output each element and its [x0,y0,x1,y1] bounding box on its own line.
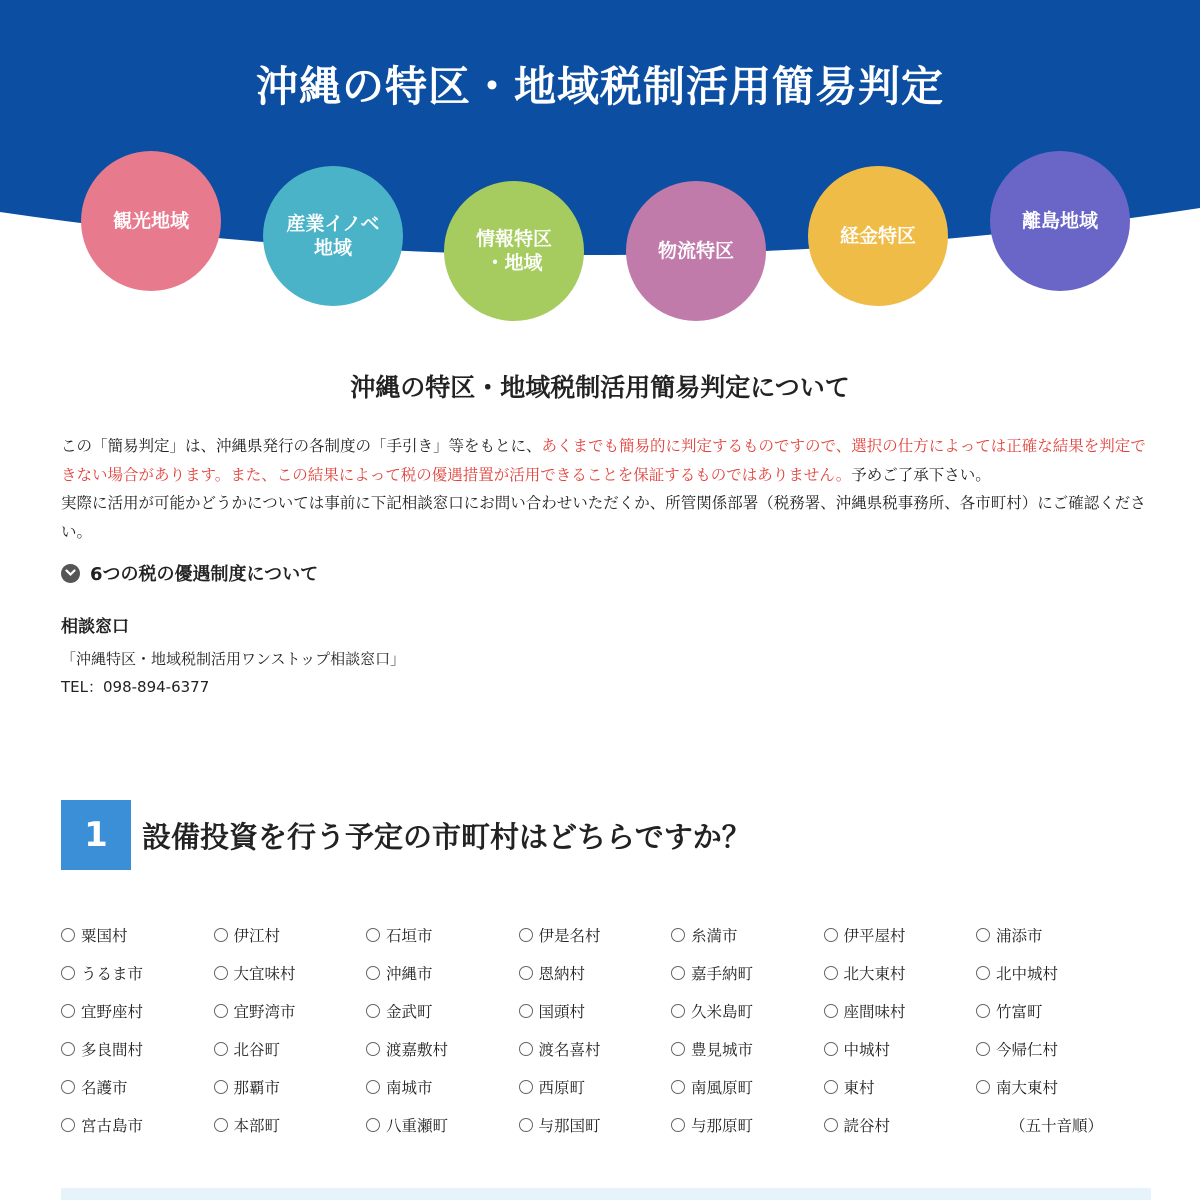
municipality-option-label: 伊江村 [233,927,281,945]
municipality-option-label: 名護市 [81,1079,128,1097]
municipality-option[interactable] [519,922,672,948]
municipality-option-label: 八重瀬町 [386,1117,449,1135]
municipality-option[interactable] [824,922,977,948]
header-banner [0,0,1200,330]
municipality-option-label: 伊是名村 [538,927,601,945]
radio-button[interactable] [824,1042,838,1056]
municipality-option-label: 中城村 [843,1041,891,1059]
radio-button[interactable] [366,1118,380,1132]
tax-system-toggle[interactable] [61,560,318,586]
radio-button[interactable] [519,928,533,942]
radio-button[interactable] [824,1118,838,1132]
category-sangyo[interactable]: 産業イノベ 地域 [263,166,403,306]
municipality-option[interactable] [61,1036,214,1062]
question-text: 設備投資を行う予定の市町村はどちらですか？ [142,820,751,854]
radio-button[interactable] [61,1004,75,1018]
municipality-option-label: 沖縄市 [386,965,433,983]
municipality-option[interactable] [61,960,214,986]
category-ritou[interactable]: 離島地域 [990,151,1130,291]
radio-button[interactable] [214,1080,228,1094]
consult-name: 「沖縄特区・地域税制活用ワンストップ相談窓口」 [61,650,406,668]
municipality-options [61,922,1151,1150]
municipality-option[interactable] [519,1074,672,1100]
radio-button[interactable] [671,1042,685,1056]
radio-button[interactable] [671,1080,685,1094]
question-number-badge: 1 [61,800,131,870]
intro-text [61,432,1151,546]
radio-button[interactable] [671,966,685,980]
municipality-option-label: 読谷村 [843,1117,891,1135]
municipality-option[interactable] [976,1074,1129,1100]
municipality-option-label: 今帰仁村 [996,1041,1059,1059]
municipality-option-label: 浦添市 [996,927,1043,945]
radio-button[interactable] [671,1118,685,1132]
tax-system-toggle-label: 6つの税の優遇制度について [90,564,319,585]
municipality-option[interactable] [214,1074,367,1100]
municipality-option-label: 糸満市 [691,927,738,945]
municipality-option[interactable] [519,998,672,1024]
radio-button[interactable] [214,966,228,980]
municipality-option-label: 本部町 [233,1117,281,1135]
municipality-option[interactable] [519,960,672,986]
municipality-option-label: 国頭村 [538,1003,586,1021]
radio-button[interactable] [214,1004,228,1018]
next-section-panel [61,1188,1151,1200]
radio-button[interactable] [824,928,838,942]
municipality-option-label: 与那原町 [691,1117,754,1135]
municipality-option[interactable] [671,1112,824,1138]
radio-button[interactable] [366,1080,380,1094]
municipality-option[interactable] [366,998,519,1024]
municipality-option[interactable] [671,960,824,986]
radio-button[interactable] [519,1080,533,1094]
radio-button[interactable] [61,966,75,980]
municipality-option[interactable] [671,1036,824,1062]
radio-button[interactable] [824,1004,838,1018]
municipality-option[interactable] [366,922,519,948]
radio-button[interactable] [976,1080,990,1094]
municipality-option[interactable] [824,1112,977,1138]
municipality-option-label: 南風原町 [691,1079,754,1097]
radio-button[interactable] [214,1118,228,1132]
intro-warning: あくまでも簡易的に判定するものですので、選択の仕方によっては正確な結果を判定できない場合があります。また、この結果によって税の優遇措置が活用できることを保証するものではありません。 [61,437,1146,484]
municipality-option-label: 金武町 [386,1003,433,1021]
municipality-option-label: 宮古島市 [81,1117,144,1135]
municipality-option-label: 渡名喜村 [538,1041,601,1059]
municipality-option[interactable] [61,1074,214,1100]
radio-button[interactable] [519,1118,533,1132]
municipality-option-label: 嘉手納町 [691,965,754,983]
municipality-option[interactable] [366,960,519,986]
municipality-option-label: 北大東村 [843,965,906,983]
radio-button[interactable] [671,1004,685,1018]
category-butsuryu[interactable]: 物流特区 [626,181,766,321]
municipality-option-label: 与那国町 [538,1117,601,1135]
municipality-option[interactable] [976,922,1129,948]
municipality-option-label: 大宜味村 [233,965,296,983]
municipality-option-label: 石垣市 [386,927,433,945]
radio-button[interactable] [976,1042,990,1056]
municipality-option[interactable] [824,1036,977,1062]
municipality-option[interactable] [519,1036,672,1062]
municipality-option[interactable] [61,998,214,1024]
radio-button[interactable] [366,1042,380,1056]
category-kanko[interactable]: 観光地域 [81,151,221,291]
municipality-option[interactable] [214,1036,367,1062]
municipality-option-label: 久米島町 [691,1003,754,1021]
radio-button[interactable] [366,966,380,980]
municipality-option[interactable] [824,998,977,1024]
municipality-option[interactable] [214,960,367,986]
consult-heading: 相談窓口 [61,617,129,637]
radio-button[interactable] [61,1042,75,1056]
municipality-option-label: 伊平屋村 [843,927,906,945]
page-title: 沖縄の特区・地域税制活用簡易判定 [255,62,944,111]
municipality-option[interactable] [519,1112,672,1138]
radio-button[interactable] [976,1004,990,1018]
radio-button[interactable] [519,1004,533,1018]
municipality-option-label: 南大東村 [996,1079,1059,1097]
municipality-option-label: 座間味村 [843,1003,906,1021]
municipality-option-label: 宜野湾市 [233,1003,296,1021]
radio-button[interactable] [519,966,533,980]
radio-button[interactable] [519,1042,533,1056]
radio-button[interactable] [824,1080,838,1094]
municipality-option[interactable] [976,998,1129,1024]
order-note: （五十音順） [1010,1117,1104,1135]
municipality-option[interactable] [976,1036,1129,1062]
consult-tel: TEL：098-894-6377 [61,678,210,696]
municipality-option[interactable] [366,1074,519,1100]
intro-text-post: 予めご了承下さい。 [851,465,991,484]
municipality-option-label: 北谷町 [233,1041,281,1059]
municipality-option-label: 東村 [843,1079,875,1097]
municipality-option[interactable] [366,1112,519,1138]
radio-button[interactable] [976,966,990,980]
intro-paragraph-2: 実際に活用が可能かどうかについては事前に下記相談窓口にお問い合わせいただくか、所管関係部署（税務署、沖縄県税事務所、各市町村）にご確認ください。 [61,494,1146,541]
municipality-option-label: 渡嘉敷村 [386,1041,449,1059]
municipality-option[interactable] [366,1036,519,1062]
radio-button[interactable] [366,928,380,942]
municipality-option[interactable] [824,1074,977,1100]
radio-button[interactable] [366,1004,380,1018]
municipality-option[interactable] [976,960,1129,986]
municipality-option[interactable] [61,1112,214,1138]
municipality-option[interactable] [61,922,214,948]
municipality-option-label: 那覇市 [233,1079,281,1097]
municipality-option-label: うるま市 [81,965,144,983]
radio-button[interactable] [61,1080,75,1094]
municipality-option[interactable] [671,998,824,1024]
municipality-option[interactable] [671,922,824,948]
radio-button[interactable] [214,928,228,942]
municipality-option-label: 宜野座村 [81,1003,144,1021]
municipality-option[interactable] [214,1112,367,1138]
about-title: 沖縄の特区・地域税制活用簡易判定について [350,373,850,402]
municipality-option[interactable] [824,960,977,986]
radio-button[interactable] [214,1042,228,1056]
municipality-option-label: 竹富町 [996,1003,1043,1021]
municipality-option-label: 西原町 [538,1079,586,1097]
category-keikin[interactable]: 経金特区 [808,166,948,306]
radio-button[interactable] [976,928,990,942]
intro-text-pre: この「簡易判定」は、沖縄県発行の各制度の「手引き」等をもとに、 [61,437,542,455]
municipality-option-label: 南城市 [386,1079,433,1097]
chevron-down-icon [61,564,80,583]
radio-button[interactable] [61,1118,75,1132]
municipality-option-label: 北中城村 [996,965,1059,983]
municipality-option[interactable] [671,1074,824,1100]
municipality-option-label: 豊見城市 [691,1041,754,1059]
radio-button[interactable] [61,928,75,942]
municipality-option-label: 多良間村 [81,1041,144,1059]
radio-button[interactable] [671,928,685,942]
intro-paragraph-1 [61,432,1151,489]
municipality-option[interactable] [214,922,367,948]
radio-button[interactable] [824,966,838,980]
municipality-option-label: 粟国村 [81,927,128,945]
municipality-option[interactable] [214,998,367,1024]
category-joho[interactable]: 情報特区 ・地域 [444,181,584,321]
municipality-option-label: 恩納村 [538,965,586,983]
